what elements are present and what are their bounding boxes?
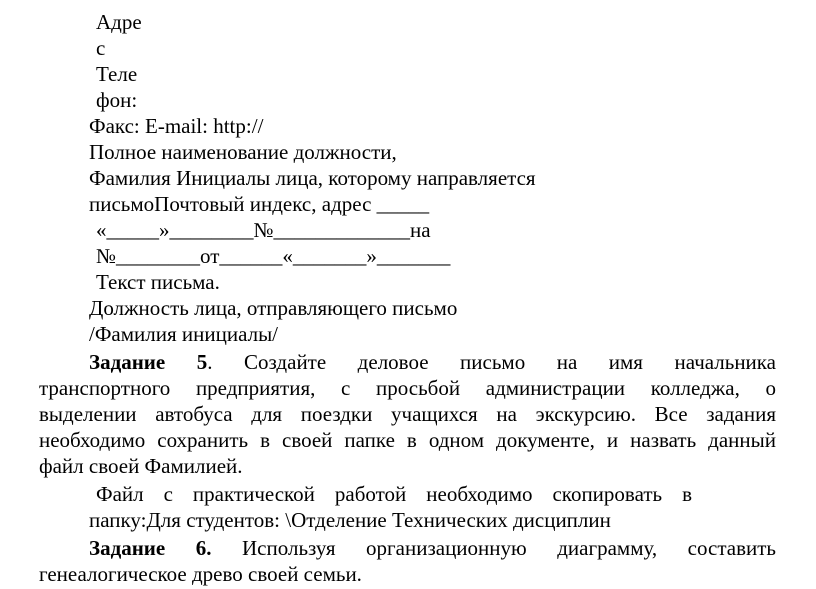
- document-number-line: №________от______«_______»_______: [96, 244, 451, 268]
- task-5-line-4: необходимо сохранить в своей папке в одном документе, и назвать данный: [39, 428, 776, 452]
- task-5-line-1-text: . Создайте деловое письмо на имя начальника: [207, 350, 776, 374]
- task-6-line-2: генеалогическое древо своей семьи.: [39, 562, 362, 586]
- task-6-line-1-text: Используя организационную диаграмму, составить: [211, 536, 776, 560]
- phone-label-part1: Теле: [96, 62, 138, 86]
- sender-position-line: Должность лица, отправляющего письмо: [89, 296, 458, 320]
- recipient-name-line: Фамилия Инициалы лица, которому направляется: [89, 166, 536, 190]
- sender-name-line: /Фамилия инициалы/: [89, 322, 279, 346]
- address-label-part2: с: [96, 36, 106, 60]
- postal-address-line: письмоПочтовый индекс, адрес _____: [89, 192, 430, 216]
- reference-number-line: «_____»________№_____________на: [96, 218, 431, 242]
- address-label-part1: Адре: [96, 10, 142, 34]
- position-line: Полное наименование должности,: [89, 140, 397, 164]
- task-6-label: Задание 6.: [89, 536, 212, 560]
- letter-text-line: Текст письма.: [96, 270, 220, 294]
- task-5-label: Задание 5: [89, 350, 208, 374]
- task-5-line-1: [89, 349, 776, 375]
- copy-note-line-1: Файл с практической работой необходимо скопировать в: [96, 482, 692, 506]
- task-6-line-1: [89, 535, 776, 561]
- task-5-line-2: транспортного предприятия, с просьбой администрации колледжа, о: [39, 376, 776, 400]
- copy-note-line-2: папку:Для студентов: \Отделение Технических дисциплин: [89, 508, 611, 532]
- phone-label-part2: фон:: [96, 88, 138, 112]
- task-5-line-3: выделении автобуса для поездки учащихся на экскурсию. Все задания: [39, 402, 776, 426]
- task-5-line-5: файл своей Фамилией.: [39, 454, 243, 478]
- fax-email-line: Факс: E-mail: http://: [89, 114, 264, 138]
